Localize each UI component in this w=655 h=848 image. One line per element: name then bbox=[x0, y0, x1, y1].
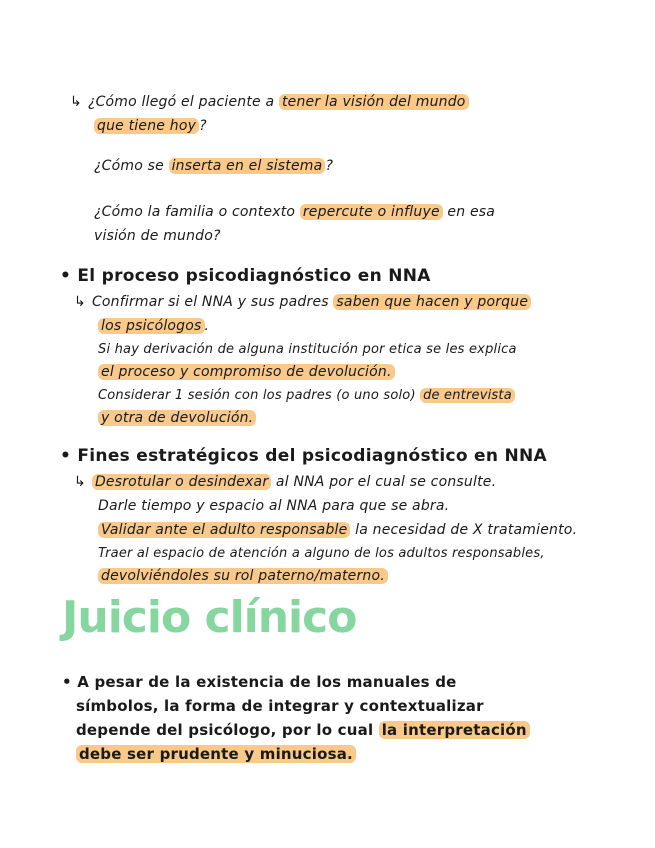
section-1-line-6 bbox=[98, 408, 256, 428]
highlight: tener la visión del mundo bbox=[279, 94, 469, 110]
section-1-line-4 bbox=[98, 362, 395, 382]
section-1-line-5: Considerar 1 sesión con los padres (o uno solo) de entrevista bbox=[98, 386, 515, 406]
paragraph-line-2: símbolos, la forma de integrar y contextualizar bbox=[76, 697, 484, 715]
section-1-line-2: los psicólogos . bbox=[98, 316, 209, 336]
highlight: Desrotular o desindexar bbox=[92, 474, 271, 490]
highlight: Validar ante el adulto responsable bbox=[98, 522, 350, 538]
section-1-line-3: Si hay derivación de alguna institución por etica se les explica bbox=[98, 342, 517, 357]
highlight: los psicólogos bbox=[98, 318, 205, 334]
question-3-line-2: visión de mundo? bbox=[94, 228, 221, 244]
bullet-icon: • bbox=[60, 266, 72, 286]
bullet-icon: • bbox=[60, 446, 72, 466]
section-1-title: • El proceso psicodiagnóstico en NNA bbox=[60, 266, 431, 286]
arrow-icon: ↳ bbox=[70, 94, 82, 110]
section-2-line-1: ↳ Desrotular o desindexar al NNA por el cual se consulte. bbox=[74, 474, 497, 490]
highlight: que tiene hoy bbox=[94, 118, 199, 134]
highlight: de entrevista bbox=[420, 388, 515, 403]
section-2-line-4: Traer al espacio de atención a alguno de los adultos responsables, bbox=[98, 546, 545, 561]
highlight: saben que hacen y porque bbox=[333, 294, 531, 310]
highlight: debe ser prudente y minuciosa. bbox=[76, 745, 356, 763]
highlight: el proceso y compromiso de devolución. bbox=[98, 364, 395, 380]
paragraph-line-1: • A pesar de la existencia de los manuales de bbox=[62, 673, 457, 691]
question-3-line-1: ¿Cómo la familia o contexto repercute o influye en esa bbox=[94, 204, 496, 220]
highlight: devolviéndoles su rol paterno/materno. bbox=[98, 568, 388, 584]
highlight: la interpretación bbox=[379, 721, 530, 739]
highlight: y otra de devolución. bbox=[98, 410, 256, 426]
section-2-line-3: Validar ante el adulto responsable la necesidad de X tratamiento. bbox=[98, 520, 577, 540]
arrow-icon: ↳ bbox=[74, 294, 86, 310]
paragraph-line-4 bbox=[76, 744, 356, 764]
question-1-line-1: ↳ ¿Cómo llegó el paciente a tener la visión del mundo bbox=[70, 92, 469, 112]
section-2-title: • Fines estratégicos del psicodiagnóstico en NNA bbox=[60, 446, 548, 466]
highlight: inserta en el sistema bbox=[169, 158, 326, 174]
heading-juicio-clinico: Juicio clínico bbox=[62, 592, 357, 643]
paragraph-line-3: depende del psicólogo, por lo cual la interpretación bbox=[76, 720, 530, 740]
bullet-icon: • bbox=[62, 673, 72, 691]
question-1-line-2: que tiene hoy ? bbox=[94, 116, 207, 136]
section-2-line-5 bbox=[98, 566, 388, 586]
section-1-line-1: ↳ Confirmar si el NNA y sus padres saben que hacen y porque bbox=[74, 292, 531, 312]
arrow-icon: ↳ bbox=[74, 474, 86, 490]
section-2-line-2: Darle tiempo y espacio al NNA para que se abra. bbox=[98, 498, 450, 514]
question-2: ¿Cómo se inserta en el sistema ? bbox=[94, 158, 334, 174]
highlight: repercute o influye bbox=[300, 204, 443, 220]
